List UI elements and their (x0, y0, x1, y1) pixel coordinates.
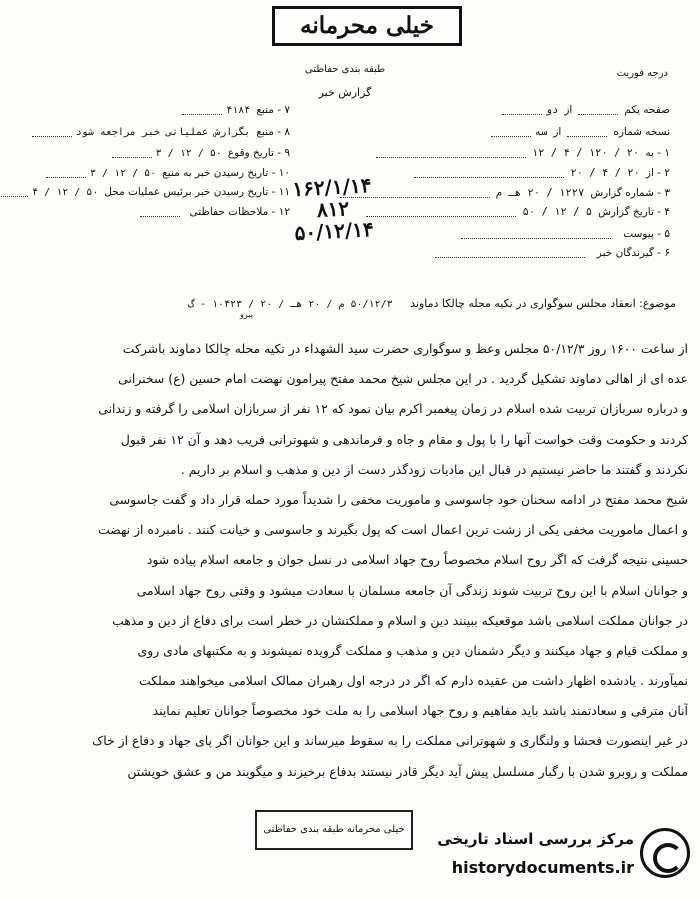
handwritten-note (276, 173, 389, 245)
body-line: در غیر اینصورت فحشا و ولنگاری و شهوترانی مملکت را به سقوط میرساند و این جوانان اگر پای جهاد و دفاع از خاک (92, 733, 688, 749)
report-field (40, 125, 290, 139)
report-field (420, 146, 670, 160)
field-label: ۴ - تاریخ گزارش (598, 206, 670, 218)
priority-label: درجه فوریت (616, 68, 668, 79)
field-label: صفحه یکم (624, 104, 670, 116)
department-label: طبقه بندی حفاظتی (304, 64, 386, 75)
report-field (420, 186, 670, 200)
watermark-logo (437, 826, 692, 888)
field-label: ۹ - تاریخ وقوع (227, 147, 290, 159)
body-line: و جوانان اسلام با این روح تربیت شوند زندگی آن جامعه مسلمان با سعادت میشود و وقتی روح جهاد اسلامی (136, 582, 688, 598)
field-mid: از (553, 126, 562, 138)
field-mid: از (564, 104, 573, 116)
field-value: ۵۰ / ۱۲ / ۳ (89, 168, 157, 179)
field-value: ۲۰ / ۴ / ۲۰ (570, 167, 640, 179)
bottom-classification-stamp: خیلی محرمانه طبقه بندی حفاظتی (255, 810, 413, 850)
field-label: ۱ - به (645, 147, 670, 159)
field-label: نسخه شماره (613, 126, 670, 138)
report-field (420, 205, 670, 219)
handwritten-line: ۱۶۲/۱/۱۴ ۸۱۲ (291, 172, 372, 222)
body-line: از ساعت ۱۶۰۰ روز ۵۰/۱۲/۳ مجلس وعظ و سوگواری حضرت سید الشهداء در تکیه محله چالکا دماوند باشرکت (122, 341, 688, 356)
body-line: مملکت و روبرو شدن با رگبار مسلسل پیش آید دیگر قادر نیستند بدفاع برخیزند و میگویند من و عشق خویشتن (127, 763, 688, 779)
report-field (420, 103, 670, 117)
field-value: بگزارش عملیاتی خبر مراجعه شود (75, 127, 251, 138)
field-value: ۵۰ / ۱۲ / ۳ (155, 148, 222, 159)
body-line: و اعمال ماموریت مخفی یکی از زشت ترین اعمال است که پول بگیرند و جاسوسی و خیانت کنند . نامبرده از نهضت (98, 522, 688, 538)
field-label: ۳ - شماره گزارش (590, 187, 670, 199)
field-value: دو (545, 104, 559, 116)
field-value: ۲۰ / ۱۲۰ / ۴ / ۱۲ (531, 147, 640, 159)
field-value: ۴۱۸۴ (226, 105, 251, 116)
subject-ref: ۵۰/۱۲/۳ م / ۲۰ هـ / ۲۰ / ۱۰۴۲۳ - گ (187, 299, 393, 310)
watermark-url: historydocuments.ir (451, 858, 634, 877)
subject-line: موضوع: انعقاد مجلس سوگواری در تکیه محله چالکا دماوند ۵۰/۱۲/۳ م / ۲۰ هـ / ۲۰ / ۱۰۴۲۳ - گ (187, 297, 676, 310)
report-field (420, 227, 670, 241)
field-label: ۸ - منبع (256, 126, 290, 138)
report-field (40, 103, 290, 117)
subject-text: انعقاد مجلس سوگواری در تکیه محله چالکا دماوند (410, 297, 636, 310)
report-field (420, 246, 670, 260)
field-label: ۱۱ - تاریخ رسیدن خبر برئیس عملیات محل (104, 186, 290, 198)
subject-label: موضوع (642, 297, 676, 310)
body-line: نکردند و گفتند ما حاضر نیستیم در قبال این مادیات زودگذر دست از دین و مذهب و اسلام بر داریم . (180, 461, 688, 477)
watermark-title: مرکز بررسی اسناد تاریخی (437, 830, 634, 848)
field-label: ۱۲ - ملاحظات حفاظتی (189, 206, 290, 218)
body-line: کردند و حکومت وقت خواست آنها را با پول و مقام و جاه و فرماندهی و شهوترانی فریب دهد و آن ۱۲ نفر قبول (120, 431, 688, 447)
field-label: ۱۰ - تاریخ رسیدن خبر به منبع (162, 167, 290, 179)
field-label: ۷ - منبع (256, 104, 290, 116)
field-value: ۵۰ / ۱۲ / ۴ (32, 187, 99, 198)
body-line: نمیآورند . یادشده اظهار داشت من عقیده دارم که اگر در درجه اول رهبران ممالک اسلامی میخواهند مملکت (138, 673, 688, 689)
field-label: ۶ - گیرندگان خبر (596, 247, 670, 259)
handwritten-line: ۵۰/۱۲/۱۴ (294, 216, 375, 246)
field-label: ۵ - پیوست (623, 228, 670, 240)
field-label: ۲ - از (645, 167, 670, 179)
body-line: و مملکت قیام و جهاد میکنند و دیگر دشمنان دین و مذهب و مملکت گرویده نمیشوند و به مکتبهای مادی روی (137, 642, 688, 658)
classification-stamp: خیلی محرمانه (272, 6, 462, 46)
field-value: ۵ / ۱۲ / ۵۰ (522, 206, 593, 218)
field-value: ۱۲۲۷ / ۲۰ هـ م (495, 187, 585, 199)
report-field (40, 205, 290, 219)
report-type-label: گزارش خبر (318, 86, 372, 99)
field-value: سه (534, 126, 548, 138)
report-field (420, 125, 670, 139)
body-line: شیخ محمد مفتح در ادامه سخنان خود جاسوسی و ماموریت مخفی را شدیداً مورد حمله قرار داد و گفت جاسوسی (109, 491, 688, 507)
body-line: حسینی نتیجه گرفت که اگر روح اسلام مخصوصاً روح جهاد اسلامی در نسل جوان و جامعه اسلام پیاده شود (146, 552, 688, 568)
body-line: آنان مترقی و سعادتمند باشد باید مفاهیم و روح جهاد اسلامی را به ملت خود مخصوصاً جوانان تعلیم نمایند (152, 703, 688, 719)
body-line: و درباره سربازان تربیت شده اسلام در زمان پیغمبر اکرم بیان نمود که ۱۲ نفر از سربازان اسلامی را گرفته و زندانی (98, 401, 688, 417)
body-line: در جوانان مملکت اسلامی باشد موقعیکه ببینند دین و اسلام و مملکتشان در خطر است برای دفاع از دین و مذهب (112, 612, 688, 628)
report-field (420, 166, 670, 180)
subject-sub: پیرو (240, 310, 253, 319)
body-text (42, 334, 688, 787)
archive-logo-icon (640, 828, 690, 878)
report-field (32, 185, 290, 199)
body-line: عده ای از اهالی دماوند تشکیل گردید . در این مجلس شیخ محمد مفتح پیرامون نهضت امام حسین (ع) سخنرانی (118, 371, 688, 387)
report-field (40, 146, 290, 160)
report-field (40, 166, 290, 180)
